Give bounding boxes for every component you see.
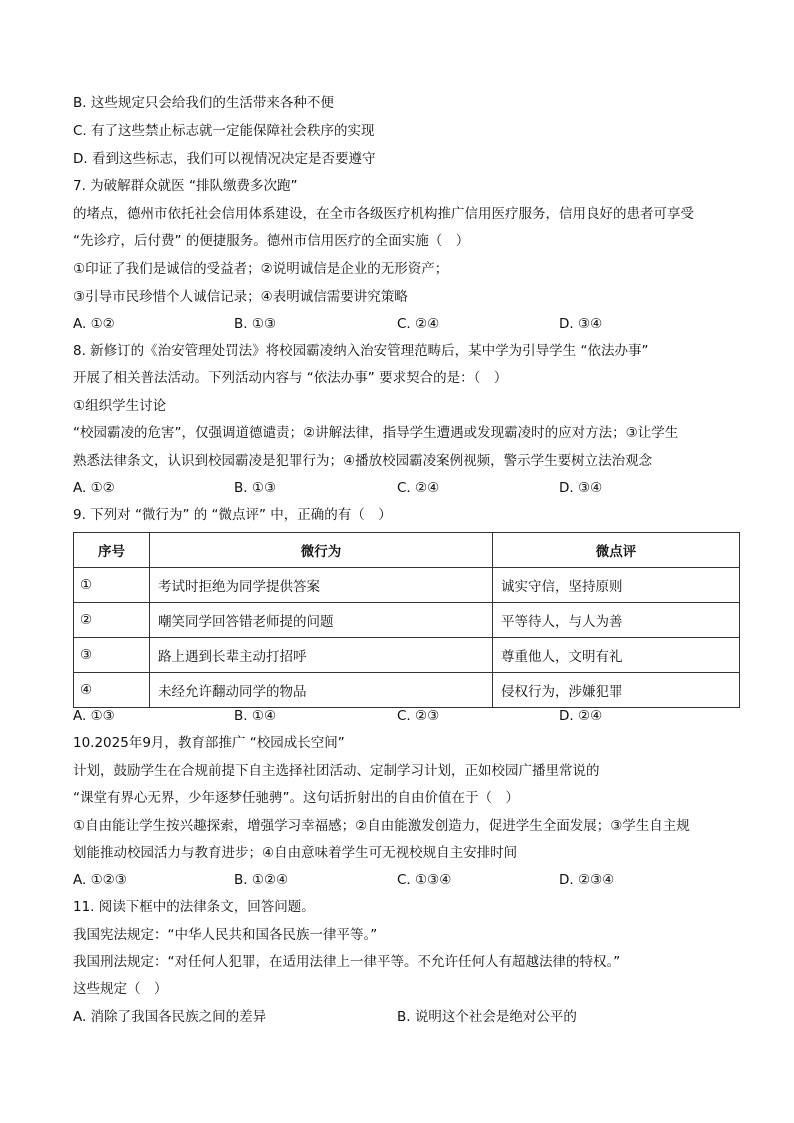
- q7-stem-line-1: 7. 为破解群众就医 “排队缴费多次跑”: [73, 178, 298, 194]
- q8-statements-3: 熟悉法律条文，认识到校园霸凌是犯罪行为；④播放校园霸凌案例视频，警示学生要树立法治观念: [73, 453, 653, 469]
- table-cell-comment: 侵权行为，涉嫌犯罪: [493, 673, 740, 708]
- q9-stem: 9. 下列对 “微行为” 的 “微点评” 中，正确的有（ ）: [73, 507, 392, 523]
- q8-option-d: D. ③④: [559, 480, 603, 496]
- table-cell-behavior: 考试时拒绝为同学提供答案: [150, 568, 493, 603]
- q7-statements-1: ①印证了我们是诚信的受益者；②说明诚信是企业的无形资产；: [73, 261, 449, 277]
- table-cell-number: ②: [74, 603, 150, 638]
- q9-option-a: A. ①③: [73, 708, 115, 724]
- q11-law-criminal: 我国刑法规定：“对任何人犯罪，在适用法律上一律平等。不允许任何人有超越法律的特权。”: [73, 954, 621, 970]
- q7-option-a: A. ①②: [73, 316, 115, 332]
- table-cell-comment: 尊重他人，文明有礼: [493, 638, 740, 673]
- table-cell-behavior: 嘲笑同学回答错老师提的问题: [150, 603, 493, 638]
- table-header-number: 序号: [74, 533, 150, 568]
- q8-option-b: B. ①③: [234, 480, 277, 496]
- q8-option-a: A. ①②: [73, 480, 115, 496]
- table-row: [74, 603, 740, 638]
- q11-law-constitution: 我国宪法规定：“中华人民共和国各民族一律平等。”: [73, 927, 378, 943]
- table-cell-number: ①: [74, 568, 150, 603]
- q7-stem-line-2: 的堵点，德州市依托社会信用体系建设，在全市各级医疗机构推广信用医疗服务，信用良好的患者可享受: [73, 206, 694, 222]
- q10-option-b: B. ①②④: [234, 872, 289, 888]
- q9-option-b: B. ①④: [234, 708, 277, 724]
- behavior-comment-table: [73, 532, 740, 708]
- q11-stem: 11. 阅读下框中的法律条文，回答问题。: [73, 899, 315, 915]
- q10-stem-line-3: “课堂有界心无界，少年逐梦任驰骋”。这句话折射出的自由价值在于（ ）: [73, 790, 519, 806]
- table-row: [74, 568, 740, 603]
- table-row: [74, 673, 740, 708]
- q7-option-d: D. ③④: [559, 316, 603, 332]
- q6-option-c: C. 有了这些禁止标志就一定能保障社会秩序的实现: [73, 123, 375, 139]
- q10-stem-line-1: 10.2025年9月，教育部推广 “校园成长空间”: [73, 735, 345, 751]
- q9-option-c: C. ②③: [397, 708, 440, 724]
- table-row: [74, 638, 740, 673]
- q7-option-c: C. ②④: [397, 316, 440, 332]
- q6-option-b: B. 这些规定只会给我们的生活带来各种不便: [73, 95, 334, 111]
- q11-option-b: B. 说明这个社会是绝对公平的: [397, 1009, 577, 1025]
- q11-option-a: A. 消除了我国各民族之间的差异: [73, 1009, 267, 1025]
- q9-option-d: D. ②④: [559, 708, 603, 724]
- q8-stem-line-2: 开展了相关普法活动。下列活动内容与 “依法办事” 要求契合的是：（ ）: [73, 370, 508, 386]
- table-cell-behavior: 未经允许翻动同学的物品: [150, 673, 493, 708]
- q8-option-c: C. ②④: [397, 480, 440, 496]
- table-header-comment: 微点评: [493, 533, 740, 568]
- table-cell-number: ③: [74, 638, 150, 673]
- q10-option-a: A. ①②③: [73, 872, 127, 888]
- q11-question: 这些规定（ ）: [73, 981, 168, 997]
- q8-stem-line-1: 8. 新修订的《治安管理处罚法》将校园霸凌纳入治安管理范畴后，某中学为引导学生 “依法办事”: [73, 343, 649, 359]
- table-cell-comment: 平等待人，与人为善: [493, 603, 740, 638]
- table-cell-behavior: 路上遇到长辈主动打招呼: [150, 638, 493, 673]
- q10-statements-2: 划能推动校园活力与教育进步；④自由意味着学生可无视校规自主安排时间: [73, 845, 518, 861]
- q10-stem-line-2: 计划，鼓励学生在合规前提下自主选择社团活动、定制学习计划，正如校园广播里常说的: [73, 763, 600, 779]
- table-cell-number: ④: [74, 673, 150, 708]
- q10-option-d: D. ②③④: [559, 872, 615, 888]
- q7-option-b: B. ①③: [234, 316, 277, 332]
- q7-statements-2: ③引导市民珍惜个人诚信记录；④表明诚信需要讲究策略: [73, 289, 408, 305]
- q10-statements-1: ①自由能让学生按兴趣探索，增强学习幸福感；②自由能激发创造力，促进学生全面发展；③学生自主规: [73, 818, 690, 834]
- table-header-row: [74, 533, 740, 568]
- q8-statements-2: “校园霸凌的危害”，仅强调道德谴责；②讲解法律，指导学生遭遇或发现霸凌时的应对方法；③让学生: [73, 425, 679, 441]
- q7-stem-line-3: “先诊疗，后付费” 的便捷服务。德州市信用医疗的全面实施（ ）: [73, 233, 470, 249]
- table-cell-comment: 诚实守信，坚持原则: [493, 568, 740, 603]
- q8-statements-1: ①组织学生讨论: [73, 398, 167, 414]
- q10-option-c: C. ①③④: [397, 872, 452, 888]
- q6-option-d: D. 看到这些标志，我们可以视情况决定是否要遵守: [73, 151, 376, 167]
- table-header-behavior: 微行为: [150, 533, 493, 568]
